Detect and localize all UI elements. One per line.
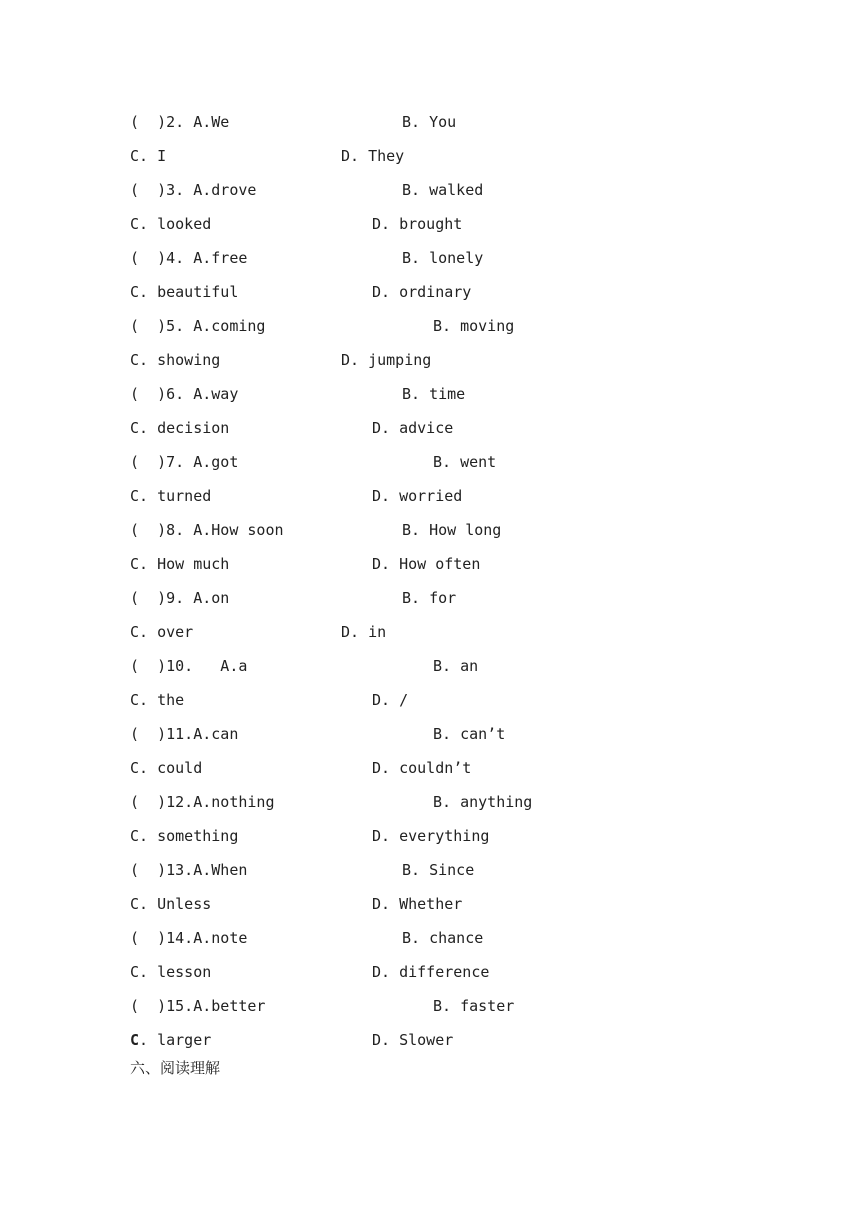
question-2-option-d: D. They: [341, 147, 405, 165]
question-11-line-2: [130, 758, 770, 792]
question-13-option-b: B. Since: [402, 861, 475, 879]
question-7-line-1: [130, 452, 770, 486]
question-2-line-2: [130, 146, 770, 180]
question-15-option-a: ( )15.A.better: [130, 997, 266, 1015]
question-3-option-c: C. looked: [130, 215, 212, 233]
question-6-line-1: [130, 384, 770, 418]
question-4-line-2: [130, 282, 770, 316]
question-14-option-b: B. chance: [402, 929, 484, 947]
question-5-line-2: [130, 350, 770, 384]
question-9-line-2: [130, 622, 770, 656]
question-10-option-c: C. the: [130, 691, 185, 709]
question-7-option-d: D. worried: [372, 487, 463, 505]
question-12-option-b: B. anything: [433, 793, 533, 811]
question-10-option-b: B. an: [433, 657, 479, 675]
question-2-option-c: C. I: [130, 147, 167, 165]
question-2-line-1: [130, 112, 770, 146]
question-4-option-d: D. ordinary: [372, 283, 472, 301]
question-4-option-c: C. beautiful: [130, 283, 239, 301]
question-8-option-a: ( )8. A.How soon: [130, 521, 284, 539]
question-3-line-2: [130, 214, 770, 248]
question-9-option-d: D. in: [341, 623, 387, 641]
question-13-option-c: C. Unless: [130, 895, 212, 913]
question-9-option-c: C. over: [130, 623, 194, 641]
question-11-line-1: [130, 724, 770, 758]
question-13-line-1: [130, 860, 770, 894]
question-8-line-2: [130, 554, 770, 588]
question-15-option-c-text: . larger: [139, 1031, 212, 1049]
question-15-option-d: D. Slower: [372, 1031, 454, 1049]
question-5-option-b: B. moving: [433, 317, 515, 335]
question-3-option-d: D. brought: [372, 215, 463, 233]
question-10-line-2: [130, 690, 770, 724]
question-6-line-2: [130, 418, 770, 452]
question-12-option-a: ( )12.A.nothing: [130, 793, 275, 811]
question-6-option-a: ( )6. A.way: [130, 385, 239, 403]
question-14-option-c: C. lesson: [130, 963, 212, 981]
question-5-line-1: [130, 316, 770, 350]
question-15-option-c: [130, 1030, 211, 1050]
question-9-option-a: ( )9. A.on: [130, 589, 230, 607]
question-6-option-c: C. decision: [130, 419, 230, 437]
question-4-option-b: B. lonely: [402, 249, 484, 267]
question-11-option-a: ( )11.A.can: [130, 725, 239, 743]
question-3-line-1: [130, 180, 770, 214]
question-10-line-1: [130, 656, 770, 690]
question-10-option-a: ( )10. A.a: [130, 657, 248, 675]
question-12-option-c: C. something: [130, 827, 239, 845]
question-11-option-b: B. can’t: [433, 725, 506, 743]
question-9-option-b: B. for: [402, 589, 457, 607]
question-4-line-1: [130, 248, 770, 282]
question-4-option-a: ( )4. A.free: [130, 249, 248, 267]
question-12-option-d: D. everything: [372, 827, 490, 845]
question-12-line-2: [130, 826, 770, 860]
question-3-option-a: ( )3. A.drove: [130, 181, 257, 199]
question-6-option-b: B. time: [402, 385, 466, 403]
question-3-option-b: B. walked: [402, 181, 484, 199]
question-5-option-a: ( )5. A.coming: [130, 317, 266, 335]
question-2-option-a: ( )2. A.We: [130, 113, 230, 131]
question-10-option-d: D. /: [372, 691, 409, 709]
question-11-option-c: C. could: [130, 759, 203, 777]
question-5-option-d: D. jumping: [341, 351, 432, 369]
question-6-option-d: D. advice: [372, 419, 454, 437]
question-7-option-b: B. went: [433, 453, 497, 471]
question-9-line-1: [130, 588, 770, 622]
question-8-line-1: [130, 520, 770, 554]
section-heading: 六、阅读理解: [130, 1059, 221, 1077]
question-14-line-1: [130, 928, 770, 962]
question-14-option-d: D. difference: [372, 963, 490, 981]
question-7-line-2: [130, 486, 770, 520]
question-7-option-a: ( )7. A.got: [130, 453, 239, 471]
question-15-line-1: [130, 996, 770, 1030]
question-8-option-b: B. How long: [402, 521, 502, 539]
question-2-option-b: B. You: [402, 113, 457, 131]
question-13-line-2: [130, 894, 770, 928]
question-11-option-d: D. couldn’t: [372, 759, 472, 777]
question-14-option-a: ( )14.A.note: [130, 929, 248, 947]
question-12-line-1: [130, 792, 770, 826]
question-8-option-c: C. How much: [130, 555, 230, 573]
question-7-option-c: C. turned: [130, 487, 212, 505]
question-14-line-2: [130, 962, 770, 996]
question-15-option-c-letter: C: [130, 1031, 140, 1049]
question-13-option-d: D. Whether: [372, 895, 463, 913]
question-5-option-c: C. showing: [130, 351, 221, 369]
question-13-option-a: ( )13.A.When: [130, 861, 248, 879]
question-8-option-d: D. How often: [372, 555, 481, 573]
question-15-option-b: B. faster: [433, 997, 515, 1015]
question-15-line-2: [130, 1030, 770, 1064]
